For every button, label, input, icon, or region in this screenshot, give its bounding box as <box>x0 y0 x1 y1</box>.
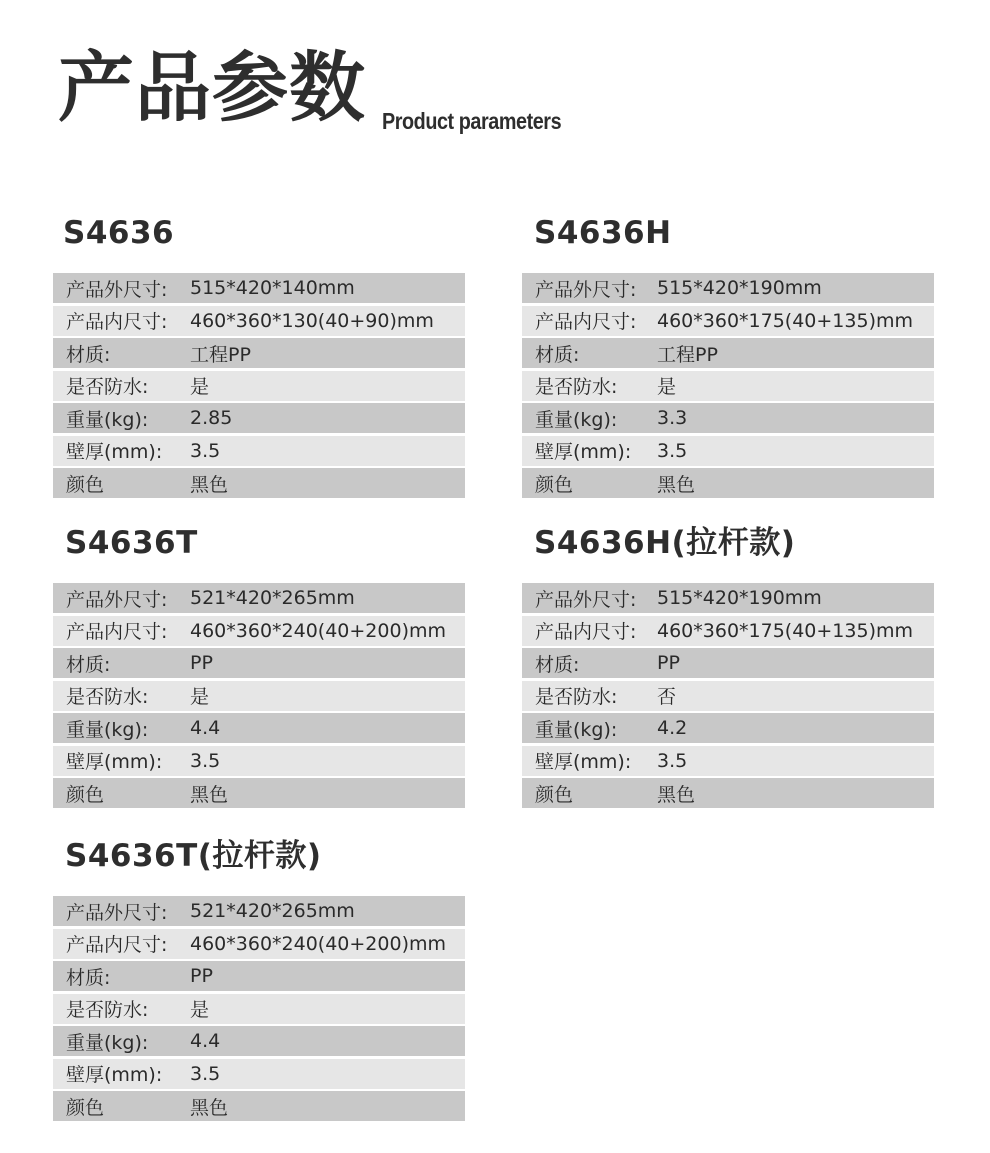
spec-value: 460*360*175(40+135)mm <box>657 619 913 642</box>
spec-label: 是否防水: <box>535 686 618 708</box>
spec-value: PP <box>190 965 213 987</box>
spec-label: 是否防水: <box>535 376 618 398</box>
spec-table <box>522 583 934 811</box>
product-block-s4636 <box>53 213 465 496</box>
spec-label: 产品内尺寸: <box>66 311 168 333</box>
product-name: S4636 <box>63 215 175 251</box>
spec-value: 515*420*190mm <box>657 277 822 299</box>
product-block-s4636h <box>522 213 934 496</box>
spec-value: 黑色 <box>657 473 696 496</box>
page-subtitle: Product parameters <box>382 108 562 134</box>
spec-value: 460*360*240(40+200)mm <box>190 619 446 642</box>
spec-value: 515*420*140mm <box>190 277 355 299</box>
product-name: S4636T <box>65 525 198 561</box>
spec-row-material <box>53 338 465 368</box>
page-title: 产品参数 <box>58 43 366 132</box>
spec-label: 产品外尺寸: <box>535 588 637 611</box>
spec-value: 3.5 <box>190 749 221 772</box>
spec-row-wall-thickness <box>522 436 934 466</box>
spec-value: 3.5 <box>657 749 688 772</box>
spec-label: 壁厚(mm): <box>66 751 163 773</box>
spec-label: 重量(kg): <box>535 718 618 741</box>
spec-value: PP <box>657 652 680 674</box>
spec-label: 颜色 <box>535 783 574 806</box>
spec-row-waterproof <box>522 371 934 401</box>
spec-label: 是否防水: <box>66 999 149 1021</box>
spec-row-inner-size <box>53 616 465 646</box>
spec-row-weight <box>522 713 934 743</box>
spec-label: 产品外尺寸: <box>66 278 168 301</box>
spec-row-wall-thickness <box>53 746 465 776</box>
spec-label: 颜色 <box>66 1096 105 1119</box>
spec-label: 产品外尺寸: <box>535 278 637 301</box>
spec-label: 壁厚(mm): <box>66 1064 163 1086</box>
spec-row-outer-size <box>53 583 465 613</box>
spec-row-color <box>53 778 465 808</box>
spec-label: 产品内尺寸: <box>535 311 637 333</box>
spec-value: 3.5 <box>657 439 688 462</box>
spec-label: 颜色 <box>66 473 105 496</box>
spec-row-material <box>53 648 465 678</box>
spec-row-color <box>522 468 934 498</box>
spec-table <box>53 896 465 1124</box>
spec-label: 产品外尺寸: <box>66 588 168 611</box>
spec-label: 是否防水: <box>66 376 149 398</box>
spec-row-color <box>522 778 934 808</box>
product-name: S4636H <box>534 215 672 251</box>
spec-row-inner-size <box>53 306 465 336</box>
spec-row-weight <box>53 403 465 433</box>
spec-value: 工程PP <box>190 343 251 366</box>
product-block-s4636t-trolley <box>53 836 465 1119</box>
spec-label: 产品内尺寸: <box>66 934 168 956</box>
spec-value: 3.5 <box>190 439 221 462</box>
spec-label: 产品内尺寸: <box>535 621 637 643</box>
spec-row-weight <box>53 713 465 743</box>
spec-label: 重量(kg): <box>66 408 149 431</box>
product-block-s4636t <box>53 523 465 806</box>
spec-value: 2.85 <box>190 407 233 429</box>
spec-label: 产品内尺寸: <box>66 621 168 643</box>
spec-row-inner-size <box>53 929 465 959</box>
spec-label: 重量(kg): <box>535 408 618 431</box>
spec-value: 黑色 <box>190 473 229 496</box>
spec-value: 4.4 <box>190 1030 221 1052</box>
spec-row-waterproof <box>522 681 934 711</box>
spec-table <box>53 583 465 811</box>
spec-value: 是 <box>190 376 210 398</box>
spec-label: 材质: <box>66 653 111 676</box>
spec-label: 壁厚(mm): <box>535 751 632 773</box>
spec-row-waterproof <box>53 371 465 401</box>
spec-row-wall-thickness <box>53 1059 465 1089</box>
spec-label: 材质: <box>535 343 580 366</box>
spec-row-material <box>53 961 465 991</box>
spec-label: 颜色 <box>66 783 105 806</box>
spec-row-outer-size <box>522 273 934 303</box>
spec-row-waterproof <box>53 994 465 1024</box>
spec-table <box>53 273 465 501</box>
spec-row-wall-thickness <box>53 436 465 466</box>
spec-value: 否 <box>657 686 677 708</box>
spec-value: 黑色 <box>190 1096 229 1119</box>
spec-row-color <box>53 468 465 498</box>
spec-row-weight <box>53 1026 465 1056</box>
spec-value: 460*360*240(40+200)mm <box>190 932 446 955</box>
spec-value: 是 <box>190 999 210 1021</box>
spec-row-material <box>522 338 934 368</box>
spec-label: 材质: <box>66 966 111 989</box>
spec-value: 3.5 <box>190 1062 221 1085</box>
spec-row-color <box>53 1091 465 1121</box>
spec-row-outer-size <box>53 896 465 926</box>
spec-label: 重量(kg): <box>66 718 149 741</box>
product-name: S4636T(拉杆款) <box>65 838 322 874</box>
spec-value: 3.3 <box>657 407 688 429</box>
spec-label: 重量(kg): <box>66 1031 149 1054</box>
spec-value: 521*420*265mm <box>190 900 355 922</box>
spec-row-weight <box>522 403 934 433</box>
spec-label: 是否防水: <box>66 686 149 708</box>
spec-row-wall-thickness <box>522 746 934 776</box>
spec-value: 工程PP <box>657 343 718 366</box>
spec-value: 是 <box>190 686 210 708</box>
spec-row-inner-size <box>522 306 934 336</box>
product-name: S4636H(拉杆款) <box>534 525 796 561</box>
spec-label: 颜色 <box>535 473 574 496</box>
spec-row-material <box>522 648 934 678</box>
spec-value: 4.2 <box>657 717 688 739</box>
product-block-s4636h-trolley <box>522 523 934 806</box>
spec-label: 产品外尺寸: <box>66 901 168 924</box>
spec-row-inner-size <box>522 616 934 646</box>
spec-label: 壁厚(mm): <box>66 441 163 463</box>
spec-row-outer-size <box>53 273 465 303</box>
spec-label: 壁厚(mm): <box>535 441 632 463</box>
spec-value: 黑色 <box>190 783 229 806</box>
spec-value: 4.4 <box>190 717 221 739</box>
spec-row-outer-size <box>522 583 934 613</box>
spec-value: PP <box>190 652 213 674</box>
spec-label: 材质: <box>535 653 580 676</box>
spec-value: 460*360*175(40+135)mm <box>657 309 913 332</box>
spec-value: 515*420*190mm <box>657 587 822 609</box>
spec-value: 黑色 <box>657 783 696 806</box>
spec-table <box>522 273 934 501</box>
spec-value: 521*420*265mm <box>190 587 355 609</box>
spec-value: 是 <box>657 376 677 398</box>
spec-row-waterproof <box>53 681 465 711</box>
spec-value: 460*360*130(40+90)mm <box>190 309 434 332</box>
spec-label: 材质: <box>66 343 111 366</box>
